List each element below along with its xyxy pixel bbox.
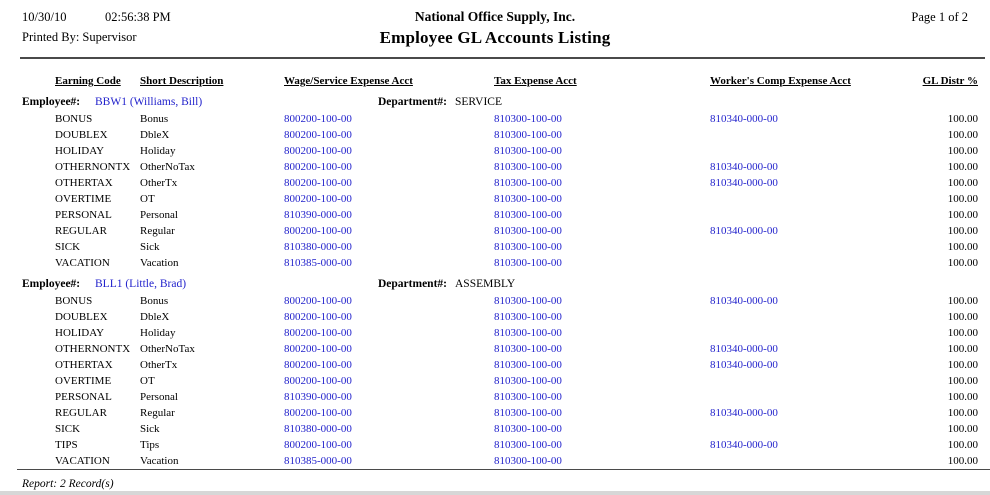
wc-acct-link[interactable]: 810340-000-00 — [710, 359, 778, 371]
earning-code-cell: OTHERTAX — [55, 359, 113, 371]
earning-code-row — [0, 176, 990, 192]
gl-distr-cell: 100.00 — [947, 113, 978, 125]
employee-label: Employee#: — [22, 278, 81, 290]
gl-distr-cell: 100.00 — [947, 423, 978, 435]
earning-code-row — [0, 454, 990, 470]
earning-code-row — [0, 342, 990, 358]
earning-code-row — [0, 294, 990, 310]
tax-acct-link[interactable]: 810300-100-00 — [494, 225, 562, 237]
tax-acct-link[interactable]: 810300-100-00 — [494, 113, 562, 125]
tax-acct-link[interactable]: 810300-100-00 — [494, 375, 562, 387]
earning-code-cell: OVERTIME — [55, 193, 112, 205]
tax-acct-link[interactable]: 810300-100-00 — [494, 311, 562, 323]
wage-acct-link[interactable]: 810380-000-00 — [284, 423, 352, 435]
department-value: ASSEMBLY — [455, 278, 516, 290]
earning-code-cell: BONUS — [55, 295, 93, 307]
short-description-cell: Personal — [140, 209, 178, 221]
tax-acct-link[interactable]: 810300-100-00 — [494, 295, 562, 307]
wage-acct-link[interactable]: 800200-100-00 — [284, 343, 352, 355]
short-description-cell: OtherNoTax — [140, 343, 195, 355]
record-count: Report: 2 Record(s) — [22, 478, 114, 490]
gl-distr-cell: 100.00 — [947, 145, 978, 157]
earning-code-cell: VACATION — [55, 257, 110, 269]
earning-code-row — [0, 406, 990, 422]
wage-acct-link[interactable]: 800200-100-00 — [284, 113, 352, 125]
short-description-cell: Tips — [140, 439, 160, 451]
short-description-cell: OT — [140, 375, 155, 387]
earning-code-cell: DOUBLEX — [55, 311, 108, 323]
earning-code-cell: SICK — [55, 423, 81, 435]
printed-by: Printed By: Supervisor — [22, 30, 137, 44]
company-name: National Office Supply, Inc. — [414, 9, 576, 24]
short-description-cell: Regular — [140, 225, 175, 237]
report-date: 10/30/10 — [22, 10, 67, 24]
tax-acct-link[interactable]: 810300-100-00 — [494, 129, 562, 141]
wage-acct-link[interactable]: 810380-000-00 — [284, 241, 352, 253]
wage-acct-link[interactable]: 800200-100-00 — [284, 129, 352, 141]
gl-distr-cell: 100.00 — [947, 209, 978, 221]
earning-code-row — [0, 208, 990, 224]
short-description-cell: Sick — [140, 241, 160, 253]
short-description-cell: DbleX — [140, 129, 170, 141]
earning-code-cell: OTHERTAX — [55, 177, 113, 189]
gl-distr-cell: 100.00 — [947, 295, 978, 307]
wage-acct-link[interactable]: 800200-100-00 — [284, 311, 352, 323]
short-description-cell: OtherNoTax — [140, 161, 195, 173]
employee-id-link[interactable]: BBW1 (Williams, Bill) — [95, 96, 203, 108]
short-description-cell: Bonus — [140, 113, 169, 125]
earning-code-cell: REGULAR — [55, 407, 107, 419]
wc-acct-link[interactable]: 810340-000-00 — [710, 407, 778, 419]
earning-code-cell: HOLIDAY — [55, 145, 105, 157]
wc-acct-link[interactable]: 810340-000-00 — [710, 343, 778, 355]
gl-distr-cell: 100.00 — [947, 375, 978, 387]
tax-acct-link[interactable]: 810300-100-00 — [494, 423, 562, 435]
wc-acct-link[interactable]: 810340-000-00 — [710, 225, 778, 237]
wage-acct-link[interactable]: 800200-100-00 — [284, 161, 352, 173]
earning-code-row — [0, 438, 990, 454]
tax-acct-link[interactable]: 810300-100-00 — [494, 209, 562, 221]
department-label: Department#: — [378, 96, 447, 108]
gl-distr-cell: 100.00 — [947, 311, 978, 323]
wage-acct-link[interactable]: 800200-100-00 — [284, 225, 352, 237]
wage-acct-link[interactable]: 810385-000-00 — [284, 257, 352, 269]
earning-code-row — [0, 326, 990, 342]
gl-distr-cell: 100.00 — [947, 193, 978, 205]
earning-code-cell: REGULAR — [55, 225, 107, 237]
wage-acct-link[interactable]: 800200-100-00 — [284, 193, 352, 205]
earning-code-row — [0, 144, 990, 160]
tax-acct-link[interactable]: 810300-100-00 — [494, 327, 562, 339]
earning-code-row — [0, 112, 990, 128]
earning-code-row — [0, 240, 990, 256]
earning-code-row — [0, 374, 990, 390]
gl-distr-cell: 100.00 — [947, 161, 978, 173]
report-title: Employee GL Accounts Listing — [379, 28, 611, 47]
gl-distr-cell: 100.00 — [947, 407, 978, 419]
wc-acct-link[interactable]: 810340-000-00 — [710, 113, 778, 125]
earning-code-row — [0, 192, 990, 208]
col-tax-acct: Tax Expense Acct — [494, 75, 577, 87]
tax-acct-link[interactable]: 810300-100-00 — [494, 359, 562, 371]
earning-code-cell: OVERTIME — [55, 375, 112, 387]
header-divider — [20, 57, 985, 59]
column-header-row — [0, 75, 990, 90]
wc-acct-link[interactable]: 810340-000-00 — [710, 177, 778, 189]
page-bottom-edge — [0, 491, 990, 495]
tax-acct-link[interactable]: 810300-100-00 — [494, 241, 562, 253]
wage-acct-link[interactable]: 810390-000-00 — [284, 391, 352, 403]
short-description-cell: Holiday — [140, 145, 176, 157]
wc-acct-link[interactable]: 810340-000-00 — [710, 295, 778, 307]
employee-group-header — [0, 94, 990, 112]
earning-code-row — [0, 160, 990, 176]
gl-distr-cell: 100.00 — [947, 257, 978, 269]
wage-acct-link[interactable]: 810385-000-00 — [284, 455, 352, 467]
earning-code-row — [0, 128, 990, 144]
earning-code-cell: DOUBLEX — [55, 129, 108, 141]
earning-code-row — [0, 390, 990, 406]
tax-acct-link[interactable]: 810300-100-00 — [494, 407, 562, 419]
col-wage-acct: Wage/Service Expense Acct — [284, 75, 413, 87]
wage-acct-link[interactable]: 800200-100-00 — [284, 295, 352, 307]
earning-code-row — [0, 224, 990, 240]
tax-acct-link[interactable]: 810300-100-00 — [494, 193, 562, 205]
employee-group-header — [0, 276, 990, 294]
tax-acct-link[interactable]: 810300-100-00 — [494, 439, 562, 451]
wc-acct-link[interactable]: 810340-000-00 — [710, 439, 778, 451]
report-time: 02:56:38 PM — [105, 10, 171, 24]
employee-group — [0, 94, 990, 272]
short-description-cell: Bonus — [140, 295, 169, 307]
department-value: SERVICE — [455, 96, 502, 108]
earning-code-row — [0, 310, 990, 326]
wage-acct-link[interactable]: 800200-100-00 — [284, 177, 352, 189]
earning-code-row — [0, 256, 990, 272]
page-number: Page 1 of 2 — [911, 10, 968, 24]
tax-acct-link[interactable]: 810300-100-00 — [494, 161, 562, 173]
employee-id-link[interactable]: BLL1 (Little, Brad) — [95, 278, 187, 290]
earning-code-row — [0, 358, 990, 374]
tax-acct-link[interactable]: 810300-100-00 — [494, 391, 562, 403]
short-description-cell: OtherTx — [140, 359, 178, 371]
employee-label: Employee#: — [22, 96, 81, 108]
earning-code-cell: SICK — [55, 241, 81, 253]
short-description-cell: OT — [140, 193, 155, 205]
short-description-cell: Holiday — [140, 327, 176, 339]
gl-distr-cell: 100.00 — [947, 455, 978, 467]
wage-acct-link[interactable]: 800200-100-00 — [284, 327, 352, 339]
short-description-cell: Vacation — [140, 455, 179, 467]
footer-divider — [17, 469, 990, 470]
gl-distr-cell: 100.00 — [947, 241, 978, 253]
earning-code-cell: TIPS — [55, 439, 78, 451]
short-description-cell: Vacation — [140, 257, 179, 269]
employee-group — [0, 276, 990, 470]
wage-acct-link[interactable]: 810390-000-00 — [284, 209, 352, 221]
tax-acct-link[interactable]: 810300-100-00 — [494, 455, 562, 467]
tax-acct-link[interactable]: 810300-100-00 — [494, 257, 562, 269]
earning-code-cell: BONUS — [55, 113, 93, 125]
gl-distr-cell: 100.00 — [947, 439, 978, 451]
gl-distr-cell: 100.00 — [947, 177, 978, 189]
earning-code-cell: OTHERNONTX — [55, 161, 131, 173]
wc-acct-link[interactable]: 810340-000-00 — [710, 161, 778, 173]
tax-acct-link[interactable]: 810300-100-00 — [494, 145, 562, 157]
earning-code-cell: HOLIDAY — [55, 327, 105, 339]
gl-distr-cell: 100.00 — [947, 129, 978, 141]
tax-acct-link[interactable]: 810300-100-00 — [494, 343, 562, 355]
gl-distr-cell: 100.00 — [947, 225, 978, 237]
earning-code-cell: PERSONAL — [55, 391, 112, 403]
gl-distr-cell: 100.00 — [947, 327, 978, 339]
short-description-cell: OtherTx — [140, 177, 178, 189]
short-description-cell: DbleX — [140, 311, 170, 323]
col-gl-distr: GL Distr % — [922, 75, 978, 87]
gl-distr-cell: 100.00 — [947, 391, 978, 403]
wage-acct-link[interactable]: 800200-100-00 — [284, 375, 352, 387]
tax-acct-link[interactable]: 810300-100-00 — [494, 177, 562, 189]
col-earning-code: Earning Code — [55, 75, 121, 87]
earning-code-cell: OTHERNONTX — [55, 343, 131, 355]
wage-acct-link[interactable]: 800200-100-00 — [284, 407, 352, 419]
col-wc-acct: Worker's Comp Expense Acct — [710, 75, 851, 87]
wage-acct-link[interactable]: 800200-100-00 — [284, 359, 352, 371]
wage-acct-link[interactable]: 800200-100-00 — [284, 439, 352, 451]
short-description-cell: Personal — [140, 391, 178, 403]
earning-code-cell: PERSONAL — [55, 209, 112, 221]
earning-code-cell: VACATION — [55, 455, 110, 467]
gl-distr-cell: 100.00 — [947, 359, 978, 371]
department-label: Department#: — [378, 278, 447, 290]
earning-code-row — [0, 422, 990, 438]
col-short-description: Short Description — [140, 75, 224, 87]
gl-distr-cell: 100.00 — [947, 343, 978, 355]
short-description-cell: Regular — [140, 407, 175, 419]
report-body — [0, 94, 990, 470]
short-description-cell: Sick — [140, 423, 160, 435]
wage-acct-link[interactable]: 800200-100-00 — [284, 145, 352, 157]
